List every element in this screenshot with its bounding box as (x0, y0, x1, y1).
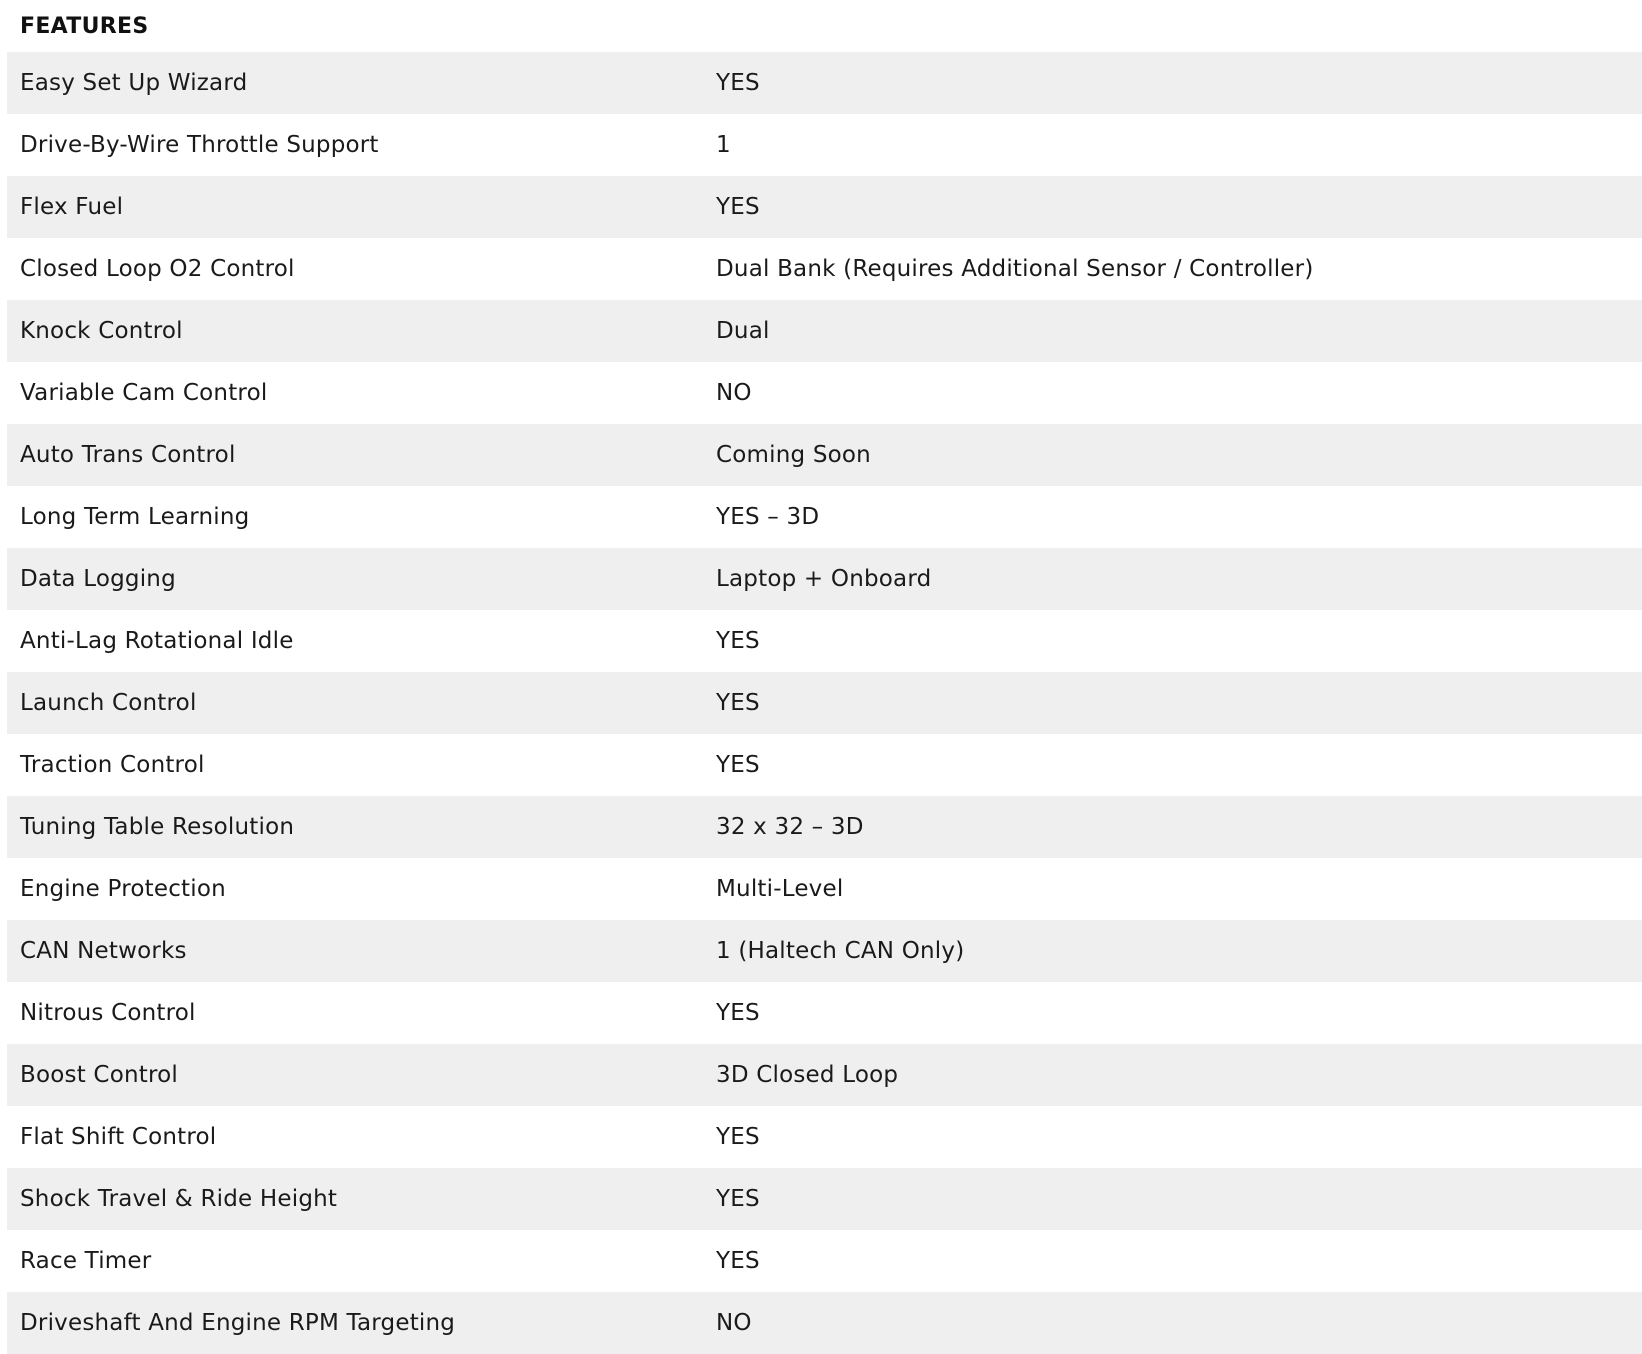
feature-value: YES (716, 752, 760, 778)
feature-name: Engine Protection (20, 876, 226, 902)
feature-value: YES (716, 628, 760, 654)
feature-value: NO (716, 1310, 752, 1336)
table-row (7, 548, 1642, 610)
feature-value: YES (716, 70, 760, 96)
feature-value: 1 (Haltech CAN Only) (716, 938, 965, 964)
feature-name: Flex Fuel (20, 194, 124, 220)
feature-value: 3D Closed Loop (716, 1062, 899, 1088)
table-row (7, 1292, 1642, 1354)
feature-name: Closed Loop O2 Control (20, 256, 295, 282)
feature-value: YES (716, 194, 760, 220)
feature-name: Traction Control (20, 752, 205, 778)
table-header: FEATURES (20, 13, 149, 39)
feature-value: Laptop + Onboard (716, 566, 932, 592)
feature-name: Flat Shift Control (20, 1124, 217, 1150)
feature-value: YES (716, 1186, 760, 1212)
table-row (7, 424, 1642, 486)
feature-name: Race Timer (20, 1248, 152, 1274)
table-row (7, 1106, 1642, 1168)
table-body (7, 52, 1642, 1354)
table-row (7, 1044, 1642, 1106)
feature-name: Nitrous Control (20, 1000, 196, 1026)
table-row (7, 300, 1642, 362)
table-row (7, 114, 1642, 176)
feature-value: Coming Soon (716, 442, 871, 468)
table-row (7, 610, 1642, 672)
feature-name: Data Logging (20, 566, 176, 592)
feature-value: YES (716, 1124, 760, 1150)
feature-name: Anti-Lag Rotational Idle (20, 628, 294, 654)
table-row (7, 672, 1642, 734)
feature-name: Easy Set Up Wizard (20, 70, 248, 96)
feature-name: Tuning Table Resolution (20, 814, 295, 840)
table-row (7, 796, 1642, 858)
feature-name: Long Term Learning (20, 504, 250, 530)
feature-name: Boost Control (20, 1062, 178, 1088)
feature-name: Launch Control (20, 690, 197, 716)
table-row (7, 1230, 1642, 1292)
features-table (7, 0, 1642, 1354)
feature-value: Dual Bank (Requires Additional Sensor / Controller) (716, 256, 1314, 282)
table-row (7, 362, 1642, 424)
feature-value: 32 x 32 – 3D (716, 814, 864, 840)
feature-name: Variable Cam Control (20, 380, 268, 406)
table-row (7, 982, 1642, 1044)
feature-name: Auto Trans Control (20, 442, 236, 468)
table-row (7, 486, 1642, 548)
feature-value: NO (716, 380, 752, 406)
table-row (7, 176, 1642, 238)
feature-value: Multi-Level (716, 876, 844, 902)
feature-value: YES – 3D (716, 504, 820, 530)
feature-name: Drive-By-Wire Throttle Support (20, 132, 379, 158)
feature-value: YES (716, 1248, 760, 1274)
feature-value: YES (716, 690, 760, 716)
table-row (7, 734, 1642, 796)
feature-name: CAN Networks (20, 938, 187, 964)
table-row (7, 238, 1642, 300)
feature-value: YES (716, 1000, 760, 1026)
feature-value: Dual (716, 318, 770, 344)
feature-name: Driveshaft And Engine RPM Targeting (20, 1310, 456, 1336)
table-row (7, 920, 1642, 982)
table-row (7, 1168, 1642, 1230)
feature-name: Knock Control (20, 318, 183, 344)
feature-value: 1 (716, 132, 731, 158)
table-row (7, 858, 1642, 920)
table-row (7, 52, 1642, 114)
feature-name: Shock Travel & Ride Height (20, 1186, 338, 1212)
